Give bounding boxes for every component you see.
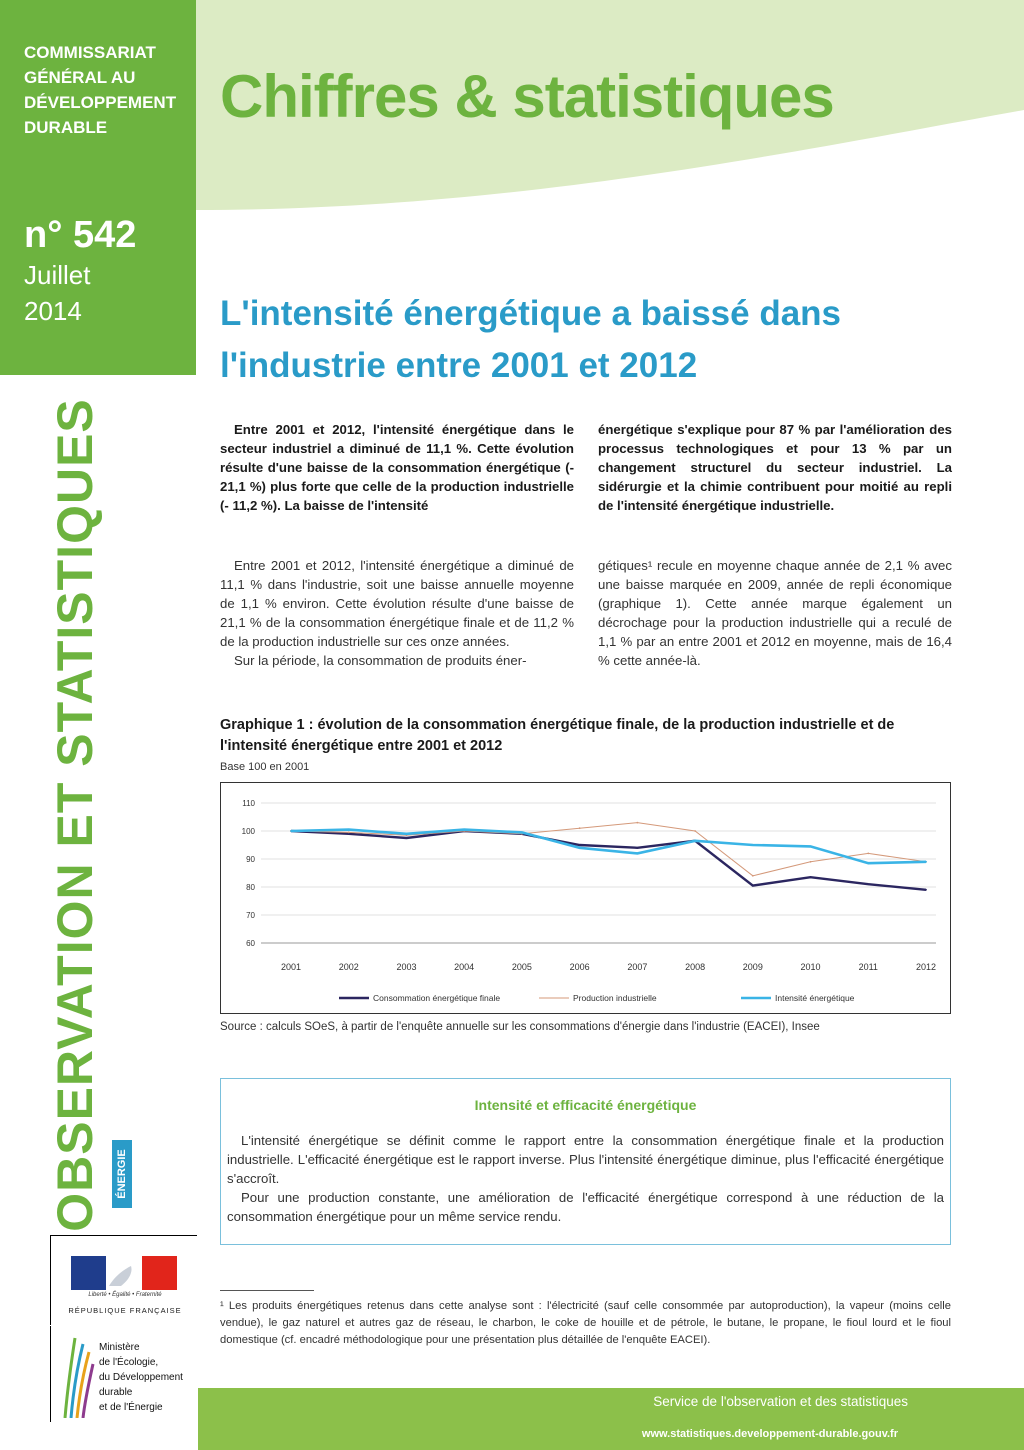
page-title: L'intensité énergétique a baissé dans l'industrie entre 2001 et 2012 [220, 294, 842, 385]
chart-frame [220, 782, 951, 1014]
data-point [810, 876, 812, 878]
data-point [406, 833, 408, 835]
data-point [636, 853, 638, 855]
footer-url[interactable]: www.statistiques.developpement-durable.gouv.fr [641, 1428, 898, 1440]
x-tick-label: 2011 [858, 962, 878, 972]
theme-tag [112, 1140, 132, 1208]
data-point [579, 847, 581, 849]
data-point [867, 862, 869, 864]
body-paragraph: gétiques¹ recule en moyenne chaque année de 2,1 % avec une baisse marquée en 2009, année de repli économique (graphique 1). Cette année marque également un décrochage pour la production industrielle qui a reculé de 1,1 % par an entre 2001 et 2012 en moyenne, mais de 16,4 % cette année-là. [598, 558, 952, 668]
series-label-container [47, 398, 103, 1232]
x-tick-label: 2002 [338, 962, 359, 972]
data-point [579, 827, 581, 829]
x-tick-label: 2008 [685, 962, 706, 972]
x-tick-label: 2005 [511, 962, 532, 972]
legend-label: Intensité énergétique [775, 993, 855, 1003]
data-point [694, 840, 696, 842]
rf-motto: Liberté • Égalité • Fraternité [88, 1292, 162, 1298]
data-point [406, 837, 408, 839]
issue-number: n° 542 [24, 214, 137, 256]
data-point [694, 830, 696, 832]
data-point [867, 853, 869, 855]
line-chart [221, 783, 950, 1013]
x-tick-label: 2009 [742, 962, 763, 972]
series-label: OBSERVATION ET STATISTIQUES [47, 398, 103, 1232]
data-point [348, 829, 350, 831]
info-box-text [227, 1131, 944, 1226]
info-box-paragraph: Pour une production constante, une amélioration de l'efficacité énergétique correspond à une réduction de la consommation énergétique pour un même service rendu. [227, 1190, 944, 1224]
data-point [579, 844, 581, 846]
y-tick-label: 100 [241, 827, 255, 836]
footnote: ¹ Les produits énergétiques retenus dans cette analyse sont : l'électricité (sauf celle consommée par autoproduction), la vapeur (moins celle vendue), le gaz naturel et autres gaz de réseau, le charbon, le coke de houille et de pétrole, le butane, le propane, le fioul lourd et le fioul domestique (cf. encadré méthodologique pour une présentation plus détaillée de l'enquête EACEI). [220, 1300, 951, 1346]
lead-paragraph-left: Entre 2001 et 2012, l'intensité énergétique dans le secteur industriel a diminué de 11,1 %. Cette évolution résulte d'une baisse de la consommation énergétique (- 21,1 %) plus forte que celle de la production industrielle (- 11,2 %). La baisse de l'intensité [220, 422, 574, 513]
lead-paragraph-right: énergétique s'explique pour 87 % par l'amélioration des processus technologiques et pour 13 % par un changement structurel du secteur industriel. La sidérurgie et la chimie contribuent pour moitié au repli de l'intensité énergétique industrielle. [598, 422, 952, 513]
y-tick-label: 80 [246, 883, 255, 892]
footer-band [198, 1388, 1024, 1450]
data-point [925, 861, 927, 863]
ministry-name: Ministère de l'Écologie, du Développement durable et de l'Énergie [99, 1342, 183, 1413]
organization-name: COMMISSARIAT GÉNÉRAL AU DÉVELOPPEMENT DURABLE [24, 43, 177, 137]
data-point [636, 822, 638, 824]
republique-francaise-logo [50, 1235, 197, 1325]
data-point [463, 829, 465, 831]
data-point [752, 885, 754, 887]
x-tick-label: 2001 [280, 962, 302, 972]
x-tick-label: 2012 [915, 962, 937, 972]
data-point [925, 889, 927, 891]
ministry-lines-icon [61, 1334, 95, 1418]
data-point [752, 875, 754, 877]
theme-tag-label: ÉNERGIE [116, 1149, 128, 1199]
x-tick-label: 2010 [800, 962, 821, 972]
issue-month: Juillet [24, 260, 91, 290]
flag-blue-band [71, 1256, 106, 1290]
flag-red-band [142, 1256, 177, 1290]
footnote-divider [220, 1290, 314, 1291]
body-column-left [220, 556, 574, 670]
info-box-paragraph: L'intensité énergétique se définit comme le rapport entre la consommation énergétique finale et la production industrielle. L'efficacité énergétique est le rapport inverse. Plus l'intensité énergétique diminue, plus l'efficacité énergétique s'accroît. [227, 1133, 944, 1186]
info-box-title: Intensité et efficacité énergétique [474, 1097, 697, 1113]
footer-service: Service de l'observation et des statistiques [653, 1394, 908, 1409]
body-paragraph: Sur la période, la consommation de produits éner- [234, 653, 527, 668]
data-point [521, 832, 523, 834]
marianne-flag-icon [71, 1256, 177, 1290]
legend-label: Consommation énergétique finale [373, 993, 501, 1003]
data-point [867, 883, 869, 885]
x-tick-label: 2007 [627, 962, 648, 972]
chart-subtitle: Base 100 en 2001 [220, 761, 310, 773]
y-tick-label: 60 [246, 939, 255, 948]
x-tick-label: 2003 [396, 962, 417, 972]
data-point [348, 832, 350, 834]
chart-source: Source : calculs SOeS, à partir de l'enquête annuelle sur les consommations d'énergie dans l'industrie (EACEI), Insee [220, 1021, 820, 1033]
info-box [220, 1078, 951, 1245]
y-tick-label: 70 [246, 911, 255, 920]
rf-name: RÉPUBLIQUE FRANÇAISE [68, 1306, 182, 1315]
x-tick-label: 2006 [569, 962, 590, 972]
x-tick-label: 2004 [454, 962, 475, 972]
series-line [291, 831, 926, 890]
chart-title: Graphique 1 : évolution de la consommation énergétique finale, de la production industrielle et de l'intensité énergétique entre 2001 et 2012 [220, 717, 895, 754]
data-point [752, 844, 754, 846]
body-paragraph: Entre 2001 et 2012, l'intensité énergétique a diminué de 11,1 % dans l'industrie, soit une baisse annuelle moyenne de 1,1 % environ. Cette évolution résulte d'une baisse de 21,1 % de la consommation énergétique finale et de 11,2 % de la production industrielle sur ces onze années. [220, 558, 574, 649]
data-point [290, 830, 292, 832]
data-point [636, 847, 638, 849]
data-point [810, 861, 812, 863]
y-tick-label: 110 [242, 799, 255, 808]
data-point [810, 846, 812, 848]
legend-label: Production industrielle [573, 993, 657, 1003]
brand-title: Chiffres & statistiques [220, 63, 834, 130]
y-tick-label: 90 [246, 855, 255, 864]
body-column-right [598, 556, 952, 670]
ministry-logo [50, 1326, 197, 1422]
left-sidebar-band [0, 0, 196, 375]
issue-year: 2014 [24, 296, 82, 326]
